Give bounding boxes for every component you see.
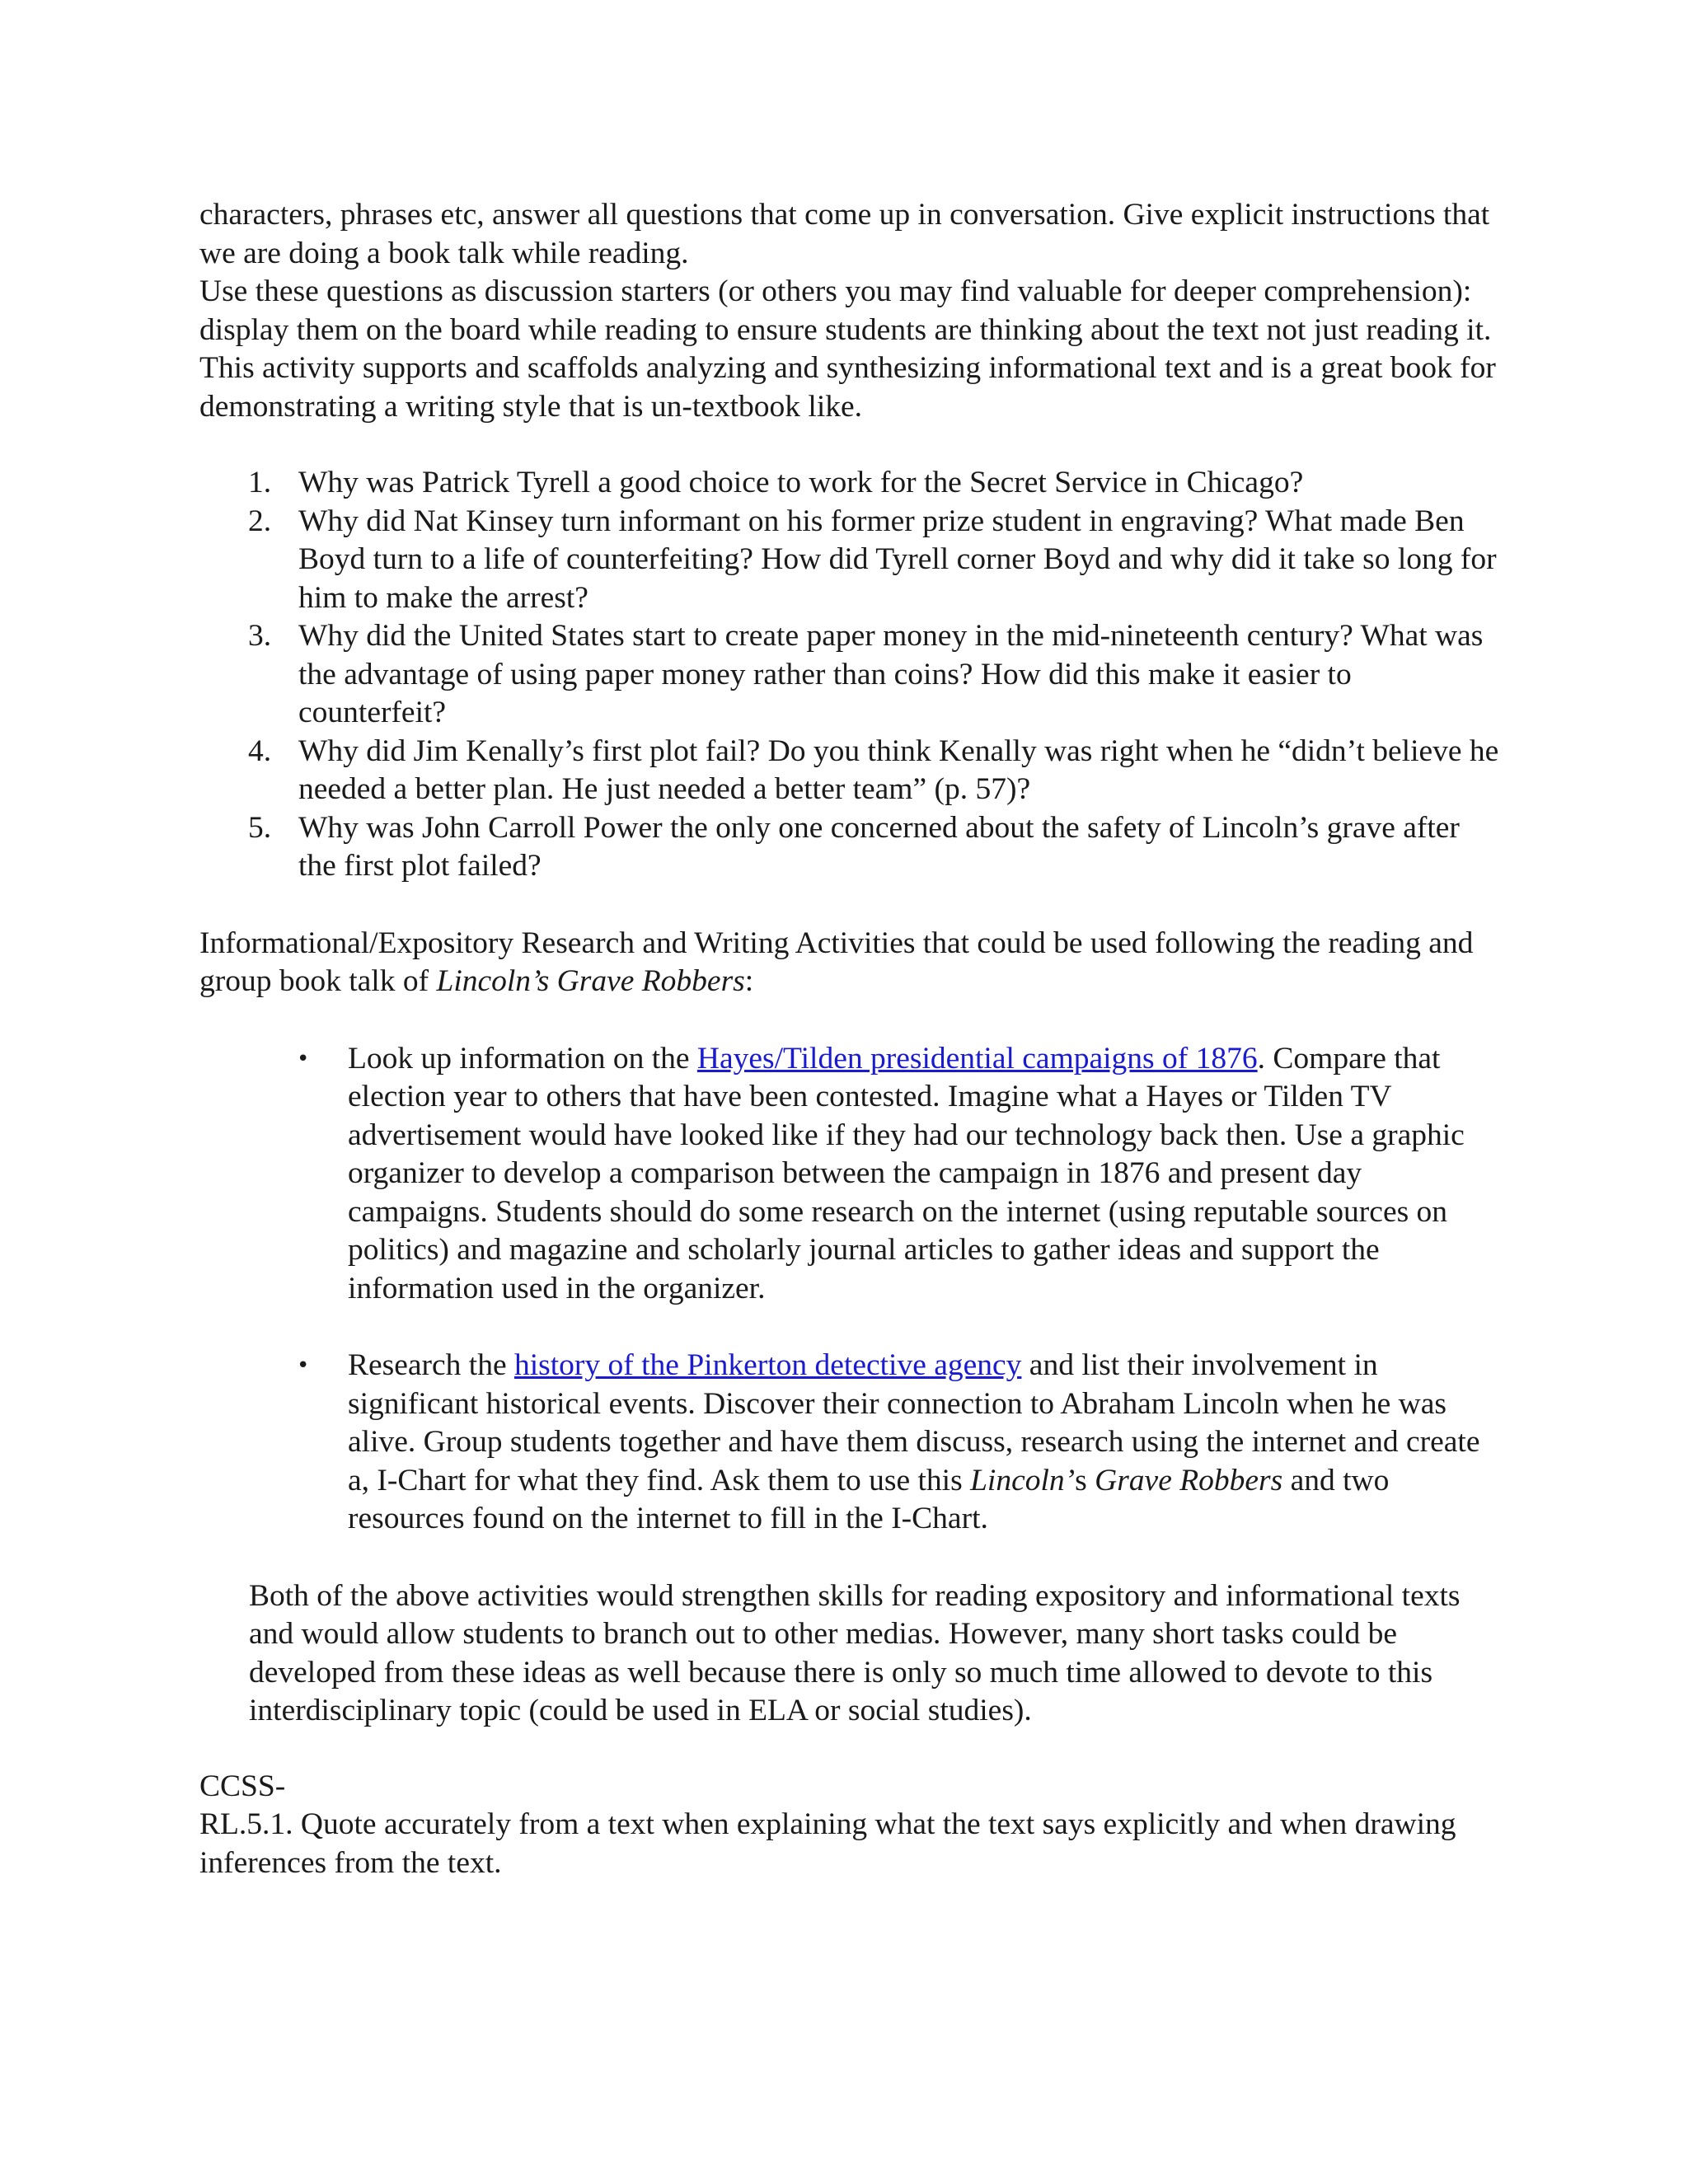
question-number: 2. bbox=[248, 504, 272, 538]
book-title: Lincoln’s Grave Robbers bbox=[436, 964, 745, 998]
question-text: Why did Nat Kinsey turn informant on his former prize student in engraving? What made Ben Boyd turn to a life of counterfeiting? How did Tyrell corner Boyd and why did it take so long for him to make the arrest? bbox=[298, 504, 1497, 615]
bullet-icon: • bbox=[297, 1353, 310, 1378]
bullet-icon: • bbox=[297, 1046, 310, 1071]
question-number: 3. bbox=[248, 619, 272, 653]
spacer bbox=[199, 1539, 1502, 1577]
discussion-questions-list bbox=[199, 464, 1502, 886]
activities-intro: Informational/Expository Research and Writing Activities that could be used following the reading and group book talk of Lincoln’s Grave Robbers: bbox=[199, 926, 1474, 998]
question-number: 4. bbox=[248, 733, 272, 768]
intro-paragraph-1: characters, phrases etc, answer all questions that come up in conversation. Give explicit instructions that we are doing a book talk while reading. bbox=[199, 198, 1490, 270]
question-text: Why was John Carroll Power the only one concerned about the safety of Lincoln’s grave after the first plot failed? bbox=[298, 810, 1460, 883]
standard-text: RL.5.1. Quote accurately from a text when explaining what the text says explicitly and when drawing inferences from the text. bbox=[199, 1807, 1456, 1880]
question-text: Why did Jim Kenally’s first plot fail? Do you think Kenally was right when he “didn’t believe he needed a better plan. He just needed a better team” (p. 57)? bbox=[298, 733, 1499, 806]
question-number: 5. bbox=[248, 810, 272, 845]
spacer bbox=[199, 1001, 1502, 1040]
intro-paragraph-2: Use these questions as discussion starters (or others you may find valuable for deeper comprehension): display them on the board while reading to ensure students are thinking about the text not just reading it. This activity supports and scaffolds analyzing and synthesizing informational text and is a great book for demonstrating a writing style that is un-textbook like. bbox=[199, 274, 1496, 424]
hayes-tilden-link[interactable]: Hayes/Tilden presidential campaigns of 1876 bbox=[696, 1041, 1258, 1076]
pinkerton-agency-link[interactable]: history of the Pinkerton detective agency bbox=[513, 1348, 1022, 1382]
spacer bbox=[199, 1731, 1502, 1768]
question-item-2 bbox=[248, 503, 1502, 618]
question-item-5 bbox=[248, 809, 1502, 886]
question-number: 1. bbox=[248, 466, 272, 499]
standard-heading: CCSS- bbox=[199, 1769, 286, 1803]
document-page bbox=[199, 196, 1502, 1882]
question-item-4 bbox=[248, 733, 1502, 809]
activities-list bbox=[199, 1040, 1502, 1539]
spacer bbox=[199, 426, 1502, 464]
question-text: Why did the United States start to create paper money in the mid-nineteenth century? What was the advantage of using paper money rather than coins? How did this make it easier to counterfeit? bbox=[298, 619, 1484, 729]
question-item-3 bbox=[248, 617, 1502, 733]
spacer bbox=[199, 886, 1502, 925]
spacer bbox=[348, 1308, 1502, 1347]
activity-item-1: • Look up information on the Hayes/Tilden presidential campaigns of 1876. Compare that election year to others that have been contested. Imagine what a Hayes or Tilden TV advertisement would have looked like if they had our technology back then. Use a graphic organizer to develop a comparison between the campaign in 1876 and present day campaigns. Students should do some research on the internet (using reputable sources on politics) and magazine and scholarly journal articles to gather ideas and support the information used in the organizer. bbox=[297, 1041, 1465, 1305]
activity-item-2: • Research the history of the Pinkerton detective agency and list their involvement in significant historical events. Discover their connection to Abraham Lincoln when he was alive. Group students together and have them discuss, research using the internet and create a, I-Chart for what they find. Ask them to use this Lincoln’s Grave Robbers and two resources found on the internet to fill in the I-Chart. bbox=[297, 1348, 1480, 1535]
question-item-1 bbox=[248, 464, 1502, 503]
closing-paragraph: Both of the above activities would strengthen skills for reading expository and informational texts and would allow students to branch out to other medias. However, many short tasks could be developed from these ideas as well because there is only so much time allowed to devote to this interdisciplinary topic (could be used in ELA or social studies). bbox=[249, 1578, 1461, 1727]
question-text: Why was Patrick Tyrell a good choice to work for the Secret Service in Chicago? bbox=[298, 466, 1304, 499]
